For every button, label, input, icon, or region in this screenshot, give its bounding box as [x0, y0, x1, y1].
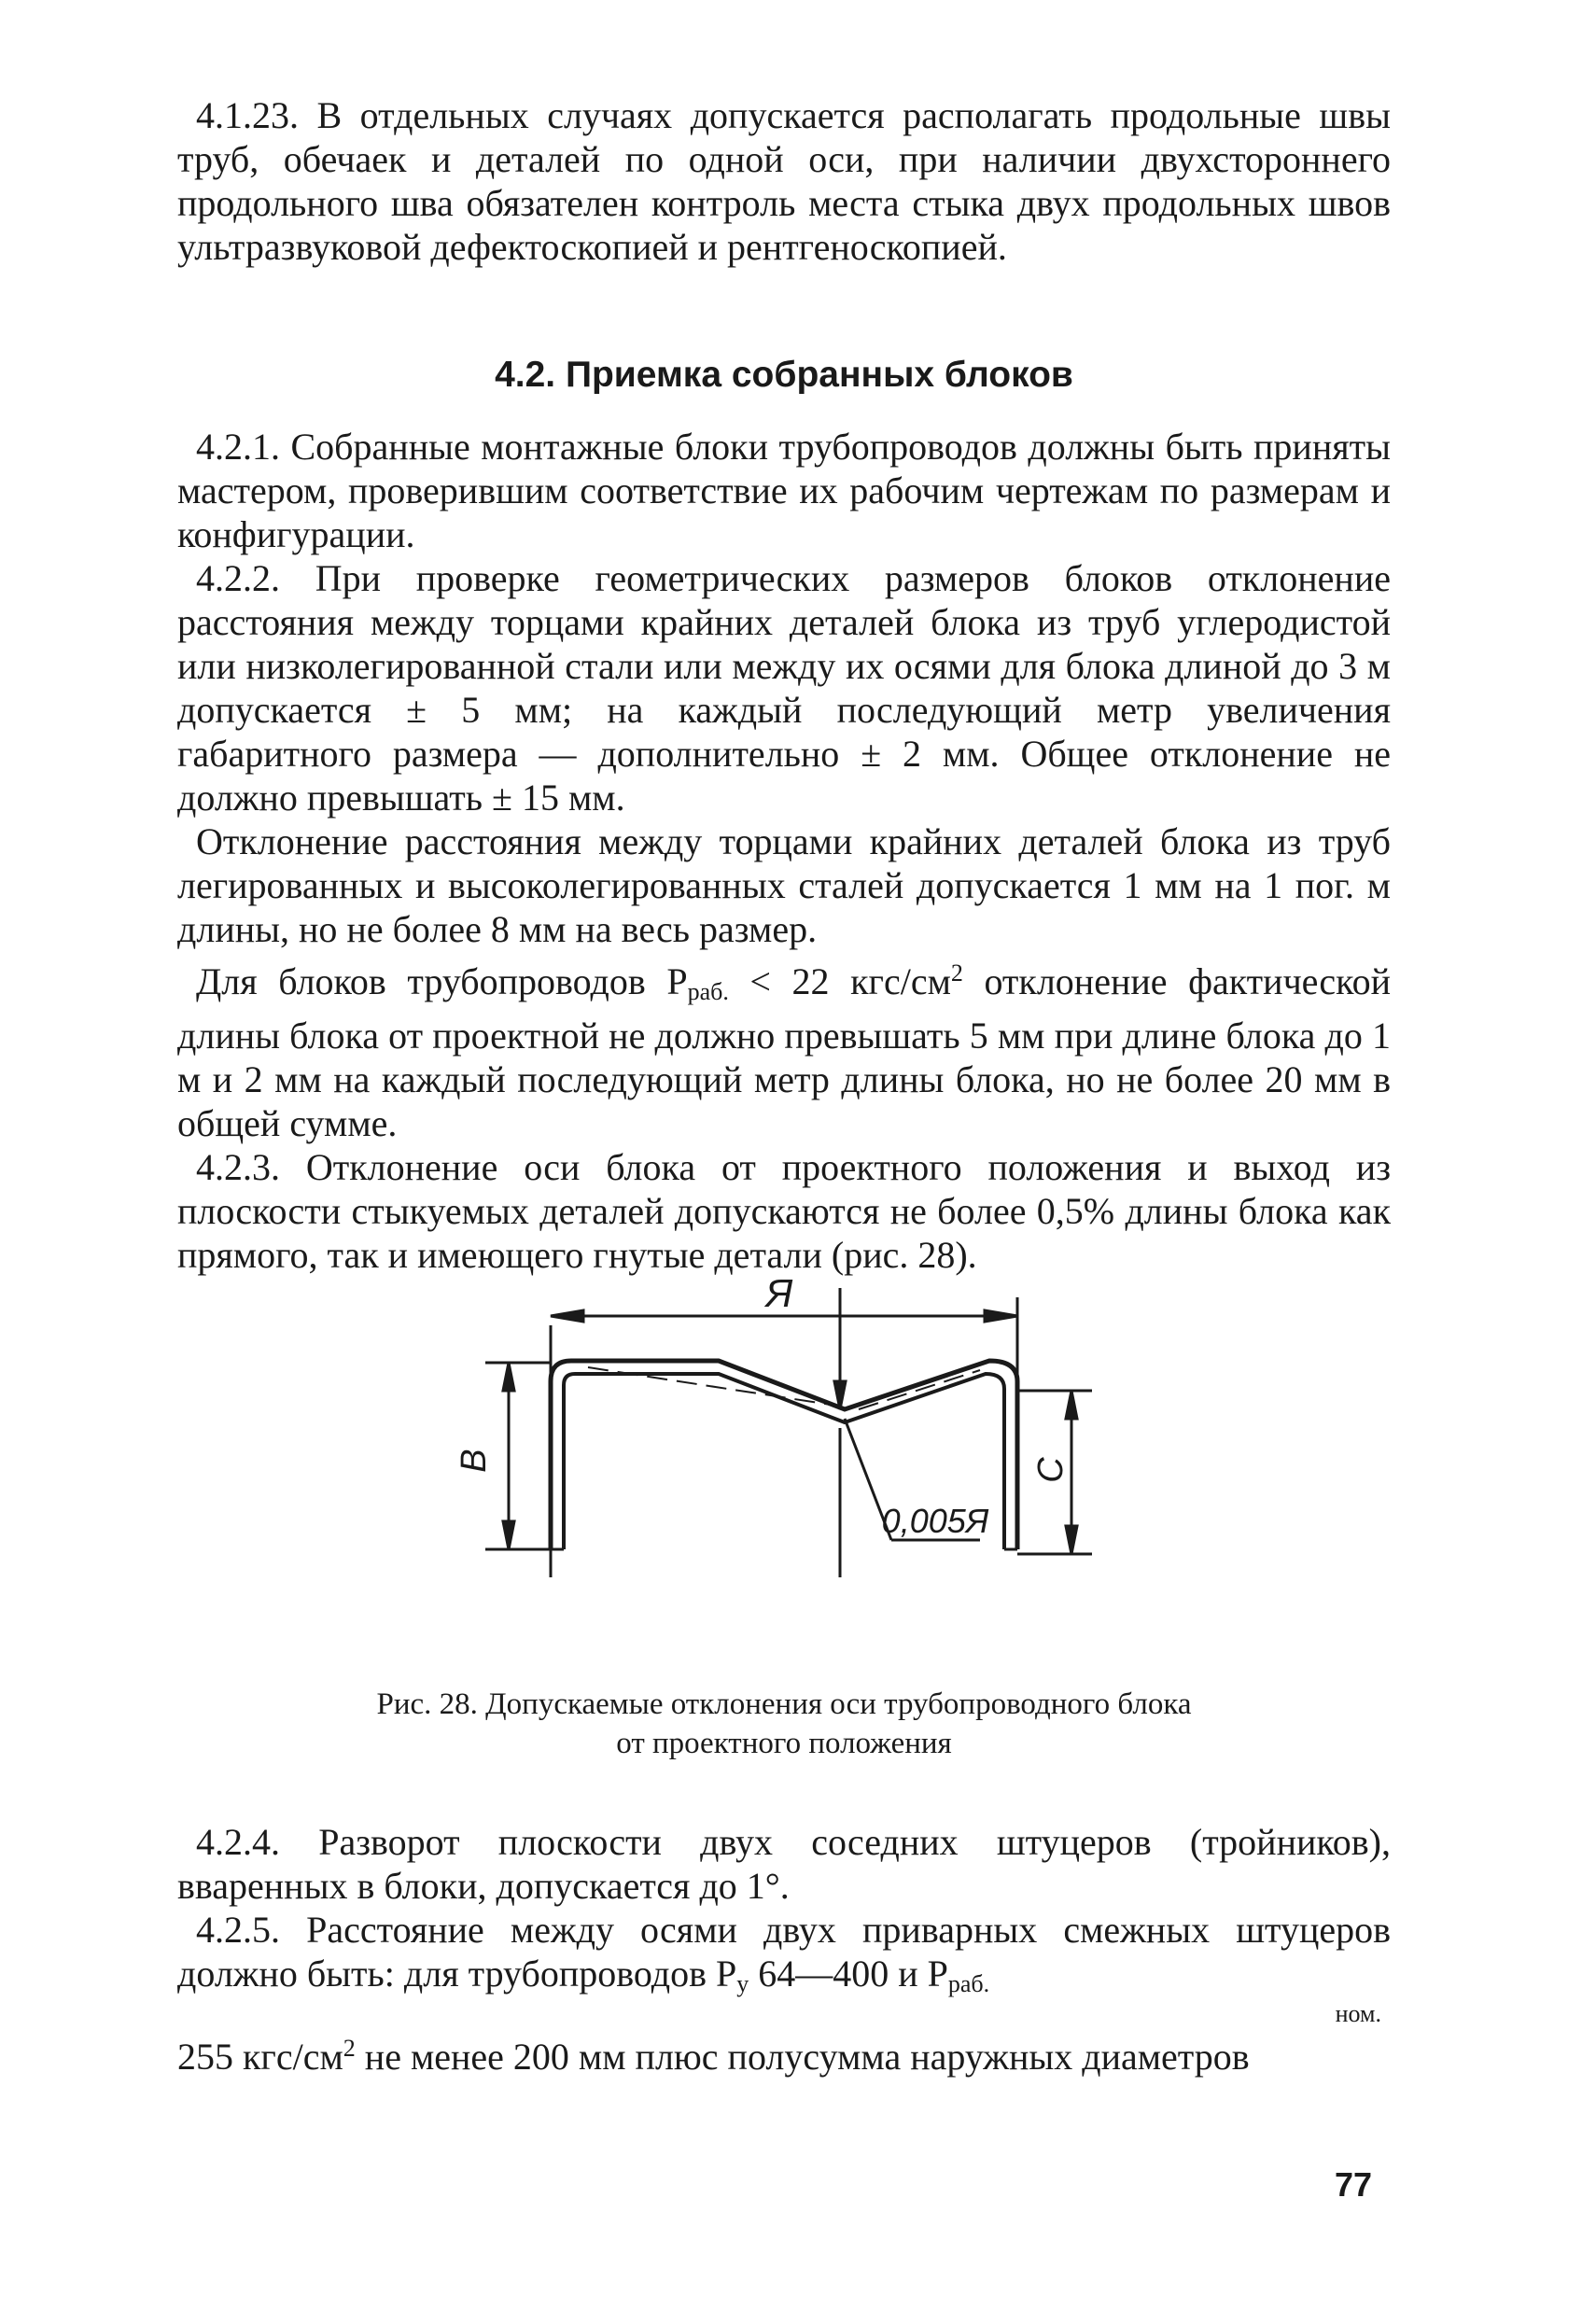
last-post: не менее 200 мм плюс полусумма наружных диаметров — [355, 2036, 1250, 2078]
last-pre: 255 кгс/см — [177, 2036, 343, 2078]
paragraph-4-2-5 — [177, 1908, 1391, 2026]
paragraph-last-line — [177, 2026, 1391, 2079]
label-A: Я — [765, 1271, 793, 1315]
axis-dash-right — [859, 1370, 980, 1409]
arrow-C-top — [1066, 1391, 1077, 1419]
blocks-sup: 2 — [950, 959, 963, 987]
figure-caption: Рис. 28. Допускаемые отклонения оси трубопроводного блока от проектного положения — [376, 1687, 1192, 1760]
blocks-post: отклонение фактической длины блока от проектной не должно превышать 5 мм при длине блока до 1 м и 2 мм на каждый последующий метр длины блока, но не более 20 мм в общей сумме. — [177, 960, 1391, 1144]
label-B: В — [455, 1449, 494, 1473]
paragraph-deviation-alloy: Отклонение расстояния между торцами крайних деталей блока из труб легированных и высоколегированных сталей допускается 1 мм на 1 пог. м длины, но не более 8 мм на весь размер. — [177, 820, 1391, 950]
paragraph-4-2-4: 4.2.4. Разворот плоскости двух соседних штуцеров (тройников), вваренных в блоки, допускается до 1°. — [177, 1821, 1391, 1907]
paragraph-4-2-3: 4.2.3. Отклонение оси блока от проектного положения и выход из плоскости стыкуемых деталей допускаются не более 0,5% длины блока как прямого, так и имеющего гнутые детали (рис. 28). — [177, 1146, 1391, 1276]
paragraph-4-2-1: 4.2.1. Собранные монтажные блоки трубопроводов должны быть приняты мастером, проверившим соответствие их рабочим чертежам по размерам и конфигурации. — [177, 426, 1391, 555]
text-top — [177, 93, 1391, 269]
p425-pre: 4.2.5. Расстояние между осями двух приварных смежных штуцеров должно быть: для трубопроводов P — [177, 1909, 1391, 1995]
arrow-left-A — [551, 1310, 583, 1322]
p425-mid: 64—400 и P — [749, 1953, 948, 1995]
paragraph-4-1-23: 4.1.23. В отдельных случаях допускается располагать продольные швы труб, обечаек и деталей по одной оси, при наличии двухстороннего продольного шва обязателен контроль места стыка двух продольных швов ультразвуковой дефектоскопией и рентгеноскопией. — [177, 94, 1391, 268]
label-tolerance: 0,005Я — [881, 1502, 989, 1540]
blocks-sub: раб. — [687, 978, 729, 1005]
arrow-B-bottom — [503, 1521, 514, 1549]
page-number: 77 — [1335, 2165, 1373, 2204]
paragraph-blocks-pressure — [177, 951, 1391, 1145]
text-bottom — [177, 1820, 1391, 2079]
last-sup: 2 — [343, 2035, 356, 2062]
paragraph-4-2-2: 4.2.2. При проверке геометрических размеров блоков отклонение расстояния между торцами крайних деталей блока из труб углеродистой или низколегированной стали или между их осями для блока длиной до 3 м допускается ± 5 мм; на каждый последующий метр увеличения габаритного размера — дополнительно ± 2 мм. Общее отклонение не должно превышать ± 15 мм. — [177, 557, 1391, 819]
p425-sub1: у — [736, 1970, 749, 1997]
section-heading: 4.2. Приемка собранных блоков — [495, 355, 1073, 395]
p425-nom: ном. — [1335, 2000, 1381, 2027]
arrow-right-A — [985, 1310, 1017, 1322]
label-C: С — [1031, 1457, 1071, 1483]
blocks-pre: Для блоков трубопроводов P — [196, 960, 688, 1002]
p425-sub2: раб. — [947, 1970, 990, 1997]
arrow-C-bottom — [1066, 1526, 1077, 1554]
text-main — [177, 425, 1391, 1277]
figure-28-drawing — [411, 1269, 1139, 1643]
arrow-B-top — [503, 1363, 514, 1391]
blocks-mid: < 22 кгс/см — [728, 960, 951, 1002]
